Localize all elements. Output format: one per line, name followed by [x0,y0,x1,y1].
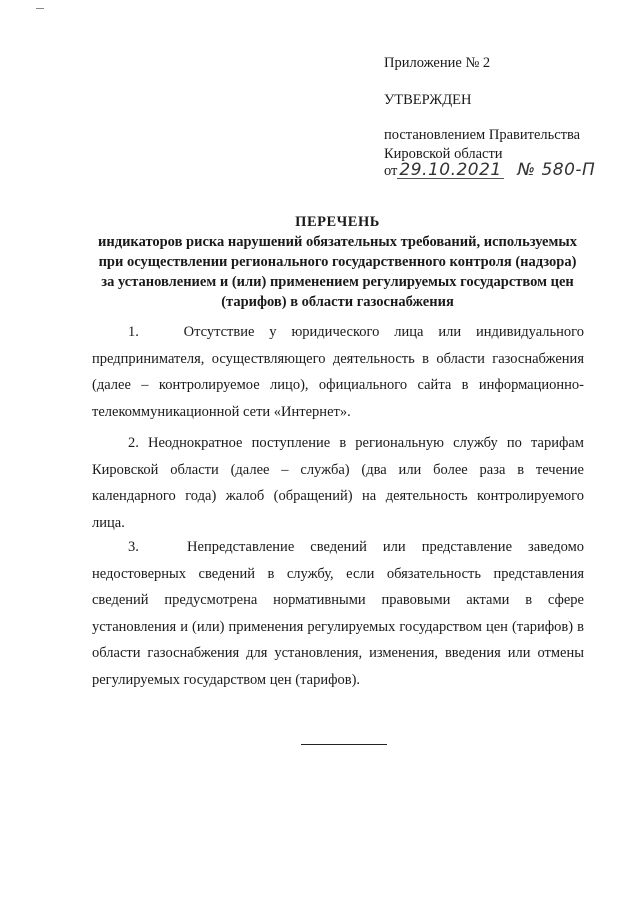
title-subtitle-line-4: (тарифов) в области газоснабжения [221,294,454,310]
decree-date-line [384,161,595,181]
title-subtitle-line-1: индикаторов риска нарушений обязательных требований, используемых [98,234,577,250]
list-item-number: 1. [128,324,139,340]
end-of-document-line [301,744,387,745]
decree-line-2: Кировской области [384,146,503,162]
list-item-text: Отсутствие у юридического лица или индивидуального предпринимателя, осуществляющего деятельность в области газоснабжения (далее – контролируемое лицо), официального сайта в информационно-телекоммуникационной сети «Интернет». [92,324,584,420]
title-subtitle-line-3: за установлением и (или) применением регулируемых государством цен [101,274,574,290]
list-item-text: Непредставление сведений или представление заведомо недостоверных сведений в службу, если обязательность представления сведений предусмотрена нормативными правовыми актами в сфере установления и (или) применения регулируемых государством цен (тарифов) в области газоснабжения для установления, изменения, введения или отмены регулируемых государством цен (тарифов). [92,539,585,688]
date-prefix: от [384,163,398,179]
list-item-2 [92,430,584,536]
appendix-label: Приложение № 2 [384,55,491,71]
handwritten-date: 29.10.2021 [399,160,502,180]
page-corner-mark [36,8,44,9]
document-title [60,212,615,312]
title-heading: ПЕРЕЧЕНЬ [295,214,380,230]
list-item-number: 3. [128,539,139,555]
list-item-text: Неоднократное поступление в региональную службу по тарифам Кировской области (далее – служба) (два или более раза в течение календарного года) жалоб (обращений) на деятельность контролируемого лица. [92,435,584,531]
list-item-number: 2. [128,435,139,451]
list-item-3 [92,534,584,693]
decree-line-1: постановлением Правительства [384,127,581,143]
handwritten-decree-number: № 580-П [517,160,596,180]
title-subtitle-line-2: при осуществлении регионального государственного контроля (надзора) [98,254,577,270]
approved-label: УТВЕРЖДЕН [384,92,472,108]
list-item-1 [92,319,584,425]
